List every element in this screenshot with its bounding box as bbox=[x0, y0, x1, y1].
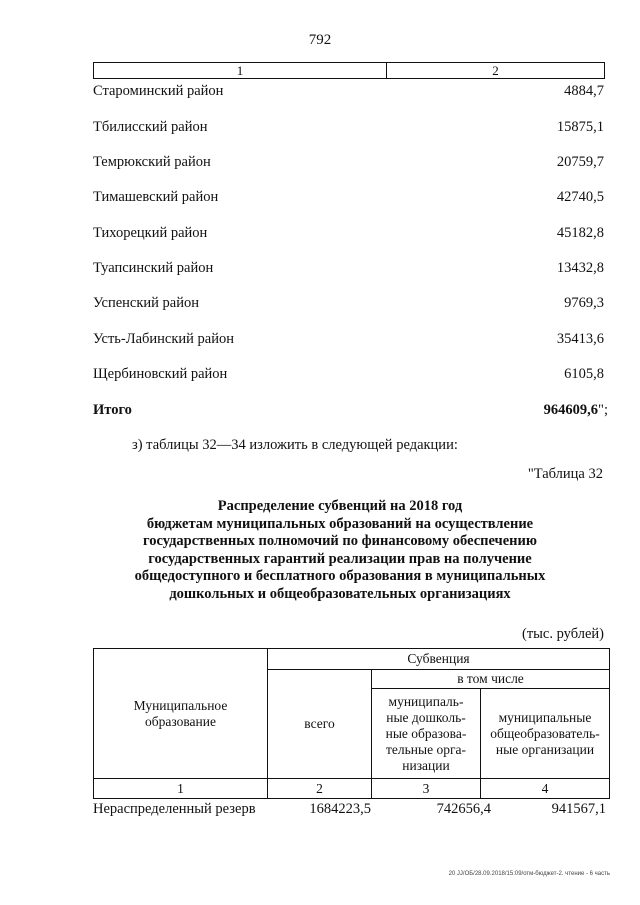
district-row bbox=[93, 260, 604, 277]
district-value: 35413,6 bbox=[556, 331, 604, 347]
district-name: Туапсинский район bbox=[93, 260, 214, 276]
total-value: 964609,6 bbox=[543, 402, 599, 418]
district-value: 42740,5 bbox=[556, 189, 604, 205]
district-row bbox=[93, 154, 604, 171]
header-preschool-line: ные образова- bbox=[385, 725, 467, 741]
table-title bbox=[60, 498, 620, 603]
district-value: 13432,8 bbox=[556, 260, 604, 276]
district-value: 15875,1 bbox=[556, 119, 604, 135]
col-number: 4 bbox=[481, 779, 610, 799]
row-general: 941567,1 bbox=[551, 801, 606, 817]
district-name: Тимашевский район bbox=[93, 189, 219, 205]
subvention-table bbox=[93, 648, 610, 799]
district-row bbox=[93, 225, 604, 242]
district-name: Щербиновский район bbox=[93, 366, 228, 382]
header-subvention: Субвенция bbox=[268, 649, 610, 670]
total-suffix: "; bbox=[598, 402, 608, 418]
header-preschool-line: муниципаль- bbox=[388, 693, 464, 709]
district-value: 4884,7 bbox=[564, 83, 604, 99]
header-general-line: муниципальные bbox=[498, 709, 592, 725]
header-general bbox=[481, 689, 610, 779]
col-number: 1 bbox=[94, 779, 268, 799]
title-line: государственных полномочий по финансовому обеспечению bbox=[143, 533, 537, 549]
district-row bbox=[93, 189, 604, 206]
row-preschool: 742656,4 bbox=[436, 801, 491, 817]
title-line: Распределение субвенций на 2018 год bbox=[217, 498, 463, 514]
header-including: в том числе bbox=[372, 670, 610, 689]
header-general-line: общеобразователь- bbox=[490, 725, 600, 741]
title-line: государственных гарантий реализации прав на получение bbox=[148, 550, 532, 567]
district-row bbox=[93, 366, 604, 383]
top-table-header bbox=[93, 62, 605, 79]
district-value: 6105,8 bbox=[564, 366, 604, 382]
district-value: 20759,7 bbox=[556, 154, 604, 170]
district-value: 9769,3 bbox=[564, 295, 604, 311]
top-col-header-1: 1 bbox=[94, 63, 387, 78]
page-number: 792 bbox=[308, 32, 332, 48]
district-row bbox=[93, 331, 604, 348]
district-name: Успенский район bbox=[93, 295, 199, 311]
district-name: Темрюкский район bbox=[93, 154, 211, 170]
top-col-header-2: 2 bbox=[492, 63, 499, 78]
header-general-line: ные организации bbox=[495, 741, 595, 757]
district-name: Усть-Лабинский район bbox=[93, 331, 234, 347]
header-municipal bbox=[94, 649, 268, 779]
title-line: общедоступного и бесплатного образования в муниципальных bbox=[134, 568, 546, 584]
total-label: Итого bbox=[93, 402, 132, 418]
header-total: всего bbox=[268, 670, 372, 779]
district-row bbox=[93, 83, 604, 100]
district-name: Староминский район bbox=[93, 83, 224, 99]
header-municipal-line: образование bbox=[145, 713, 216, 729]
title-line: дошкольных и общеобразовательных организациях bbox=[169, 585, 511, 602]
amendment-paragraph: з) таблицы 32—34 изложить в следующей редакции: bbox=[132, 437, 458, 453]
row-total: 1684223,5 bbox=[309, 801, 371, 817]
header-municipal-line: Муниципальное bbox=[133, 697, 228, 713]
district-name: Тихорецкий район bbox=[93, 225, 208, 241]
district-row bbox=[93, 295, 604, 312]
col-number: 3 bbox=[372, 779, 481, 799]
title-line: бюджетам муниципальных образований на осуществление bbox=[146, 515, 534, 532]
district-name: Тбилисский район bbox=[93, 119, 208, 135]
header-preschool bbox=[372, 689, 481, 779]
footer-stamp: 20 JJ/OБ/28.09.2018/15:09/отм-бюджет-2. чтение - 6 часть bbox=[448, 871, 610, 877]
row-name: Нераспределенный резерв bbox=[93, 801, 256, 817]
district-row bbox=[93, 119, 604, 136]
units-label: (тыс. рублей) bbox=[522, 626, 604, 642]
header-preschool-line: тельные орга- bbox=[386, 741, 466, 757]
table-label: "Таблица 32 bbox=[527, 466, 603, 482]
total-row bbox=[93, 402, 608, 419]
table-row bbox=[93, 801, 606, 818]
header-preschool-line: ные дошколь- bbox=[386, 709, 466, 725]
header-preschool-line: низации bbox=[402, 757, 450, 773]
col-number: 2 bbox=[268, 779, 372, 799]
district-value: 45182,8 bbox=[556, 225, 604, 241]
